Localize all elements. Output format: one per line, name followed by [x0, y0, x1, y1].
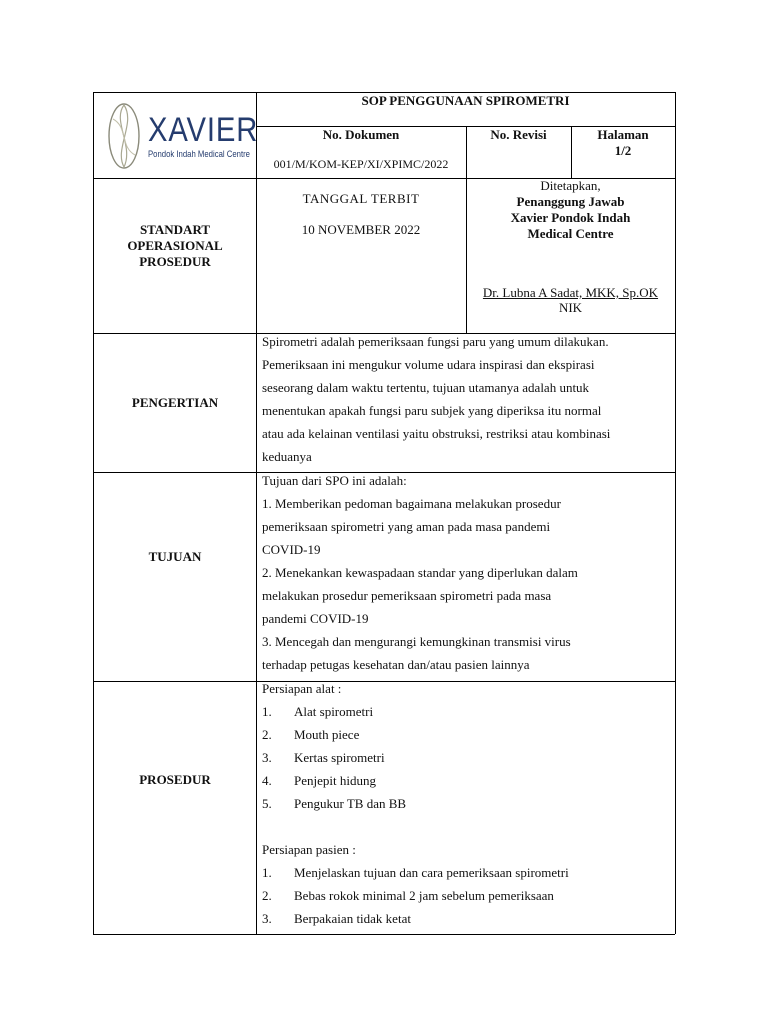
list-item: 2. Mouth piece — [262, 727, 360, 742]
logo-leaf-icon — [104, 101, 144, 171]
page-label — [571, 127, 675, 159]
tujuan-line-8: 3. Mencegah dan mengurangi kemungkinan transmisi virus — [262, 634, 571, 649]
sop-title-line-2: OPERASIONAL — [127, 238, 223, 253]
document-title: SOP PENGGUNAAN SPIROMETRI — [361, 93, 570, 108]
logo-subtitle: Pondok Indah Medical Centre — [148, 149, 250, 159]
tujuan-line-9: terhadap petugas kesehatan dan/atau pasien lainnya — [262, 657, 530, 672]
section-body-prosedur — [262, 677, 674, 930]
doc-number-value: 001/M/KOM-KEP/XI/XPIMC/2022 — [273, 157, 449, 171]
column-divider-main — [256, 92, 257, 934]
alat-heading: Persiapan alat : — [262, 681, 342, 696]
pasien-list — [262, 861, 674, 930]
pengertian-line-2: Pemeriksaan ini mengukur volume udara inspirasi dan ekspirasi — [262, 357, 595, 372]
revision-label: No. Revisi — [490, 127, 547, 142]
table-right-border — [675, 92, 676, 934]
list-item: 3. Berpakaian tidak ketat — [262, 911, 411, 926]
section-body-tujuan — [262, 469, 674, 676]
list-item: 1. Alat spirometri — [262, 704, 374, 719]
issue-date-label: TANGGAL TERBIT — [302, 191, 420, 206]
tujuan-line-7: pandemi COVID-19 — [262, 611, 369, 626]
pengertian-line-5: atau ada kelainan ventilasi yaitu obstruksi, restriksi atau kombinasi — [262, 426, 611, 441]
signatory-name: Dr. Lubna A Sadat, MKK, Sp.OK — [482, 285, 659, 300]
page-label-text: Halaman — [597, 127, 649, 142]
list-item: 3. Kertas spirometri — [262, 750, 385, 765]
pengertian-line-4: menentukan apakah fungsi paru subjek yang diperiksa itu normal — [262, 403, 602, 418]
pengertian-line-1: Spirometri adalah pemeriksaan fungsi paru yang umum dilakukan. — [262, 334, 609, 349]
page-number: 1/2 — [614, 143, 632, 158]
tujuan-line-6: melakukan prosedur pemeriksaan spirometri pada masa — [262, 588, 552, 603]
table-bottom-border — [93, 934, 675, 935]
tujuan-line-5: 2. Menekankan kewaspadaan standar yang diperlukan dalam — [262, 565, 578, 580]
tujuan-line-1: Tujuan dari SPO ini adalah: — [262, 473, 407, 488]
signatory-nik: NIK — [558, 300, 583, 315]
tujuan-line-2: 1. Memberikan pedoman bagaimana melakukan prosedur — [262, 496, 561, 511]
section-label-pengertian: PENGERTIAN — [131, 395, 219, 410]
alat-list — [262, 700, 674, 815]
section-label-prosedur: PROSEDUR — [139, 772, 211, 787]
tujuan-line-3: pemeriksaan spirometri yang aman pada masa pandemi — [262, 519, 551, 534]
list-item: 4. Penjepit hidung — [262, 773, 376, 788]
responsible-line-1: Penanggung Jawab — [516, 194, 625, 209]
responsible-line-2: Xavier Pondok Indah — [510, 210, 631, 225]
sop-title-line-1: STANDART — [139, 222, 211, 237]
logo — [100, 97, 259, 173]
issue-date-value: 10 NOVEMBER 2022 — [301, 222, 421, 237]
list-item: 2. Bebas rokok minimal 2 jam sebelum pemeriksaan — [262, 888, 554, 903]
logo-wordmark: XAVIER — [148, 111, 259, 149]
tujuan-line-4: COVID-19 — [262, 542, 321, 557]
set-by: Ditetapkan, — [540, 178, 601, 193]
list-item: 5. Pengukur TB dan BB — [262, 796, 407, 811]
sop-title — [94, 222, 256, 270]
sop-title-line-3: PROSEDUR — [139, 254, 211, 269]
section-label-tujuan: TUJUAN — [148, 549, 202, 564]
list-item: 1. Menjelaskan tujuan dan cara pemeriksaan spirometri — [262, 865, 569, 880]
section-body-pengertian — [262, 330, 674, 468]
pasien-heading: Persiapan pasien : — [262, 842, 356, 857]
doc-number-label: No. Dokumen — [322, 127, 400, 142]
responsible-line-3: Medical Centre — [527, 226, 614, 241]
pengertian-line-6: keduanya — [262, 449, 312, 464]
approval-block — [466, 178, 675, 242]
pengertian-line-3: seseorang dalam waktu tertentu, tujuan utamanya adalah untuk — [262, 380, 590, 395]
